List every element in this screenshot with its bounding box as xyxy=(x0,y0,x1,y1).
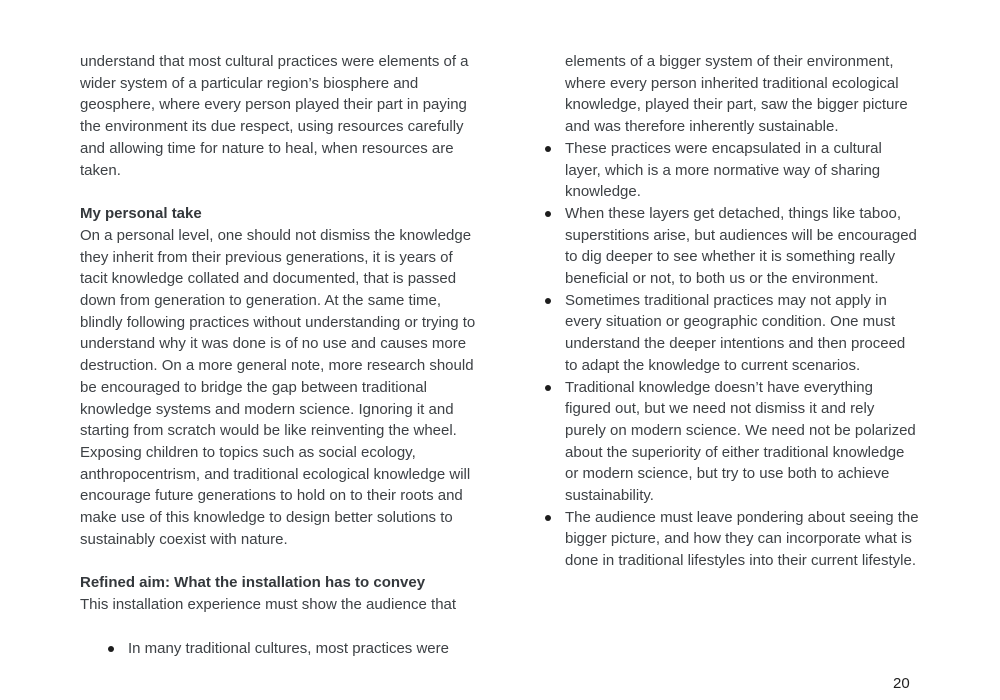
bullet-dot-icon xyxy=(545,515,551,521)
bullet-text: These practices were encapsulated in a cultural layer, which is a more normative way of sharing knowledge. xyxy=(565,139,882,201)
bullet-text: Sometimes traditional practices may not apply in every situation or geographic condition. One must understand the deeper intentions and then proceed to adapt the knowledge to current scenarios. xyxy=(565,291,906,374)
bullet-list xyxy=(545,138,919,572)
left-column xyxy=(80,51,484,660)
bullet-text: In many traditional cultures, most practices were xyxy=(128,639,449,657)
bullet-dot-icon xyxy=(545,385,551,391)
bullet-item xyxy=(108,638,484,660)
right-column xyxy=(545,51,919,572)
paragraph-continued-from-previous-page: understand that most cultural practices were elements of a wider system of a particular region’s biosphere and geosphere, where every person played their part in paying the environment its due respect, using resources carefully and allowing time for nature to heal, when resources are taken. xyxy=(80,53,469,179)
heading-refined-aim: Refined aim: What the installation has to convey xyxy=(80,574,426,592)
heading-my-personal-take: My personal take xyxy=(80,205,202,223)
bullet-text: Traditional knowledge doesn’t have everything figured out, but we need not dismiss it and rely purely on modern science. We need not be polarized about the superiority of either traditional knowledge or modern science, but try to use both to achieve sustainability. xyxy=(565,378,916,505)
bullet-item xyxy=(545,203,919,290)
bullet-dot-icon xyxy=(545,211,551,217)
bullet-dot-icon xyxy=(545,298,551,304)
bullet-text: The audience must leave pondering about seeing the bigger picture, and how they can incorporate what is done in traditional lifestyles into their current lifestyle. xyxy=(565,508,919,570)
paragraph-refined-aim-intro: This installation experience must show the audience that xyxy=(80,596,457,614)
bullet-item xyxy=(545,507,919,572)
bullet-dot-icon xyxy=(545,146,551,152)
bullet-text: When these layers get detached, things like taboo, superstitions arise, but audiences will be encouraged to dig deeper to see whether it is something really beneficial or not, to both us or the environment. xyxy=(565,204,917,288)
bullet-item xyxy=(545,138,919,203)
bullet-item xyxy=(545,290,919,377)
bullet-continuation-text: elements of a bigger system of their environment, where every person inherited traditional ecological knowledge, played their part, saw the bigger picture and was therefore inherently sustainable. xyxy=(565,53,908,136)
bullet-item xyxy=(545,377,919,507)
page-number: 20 xyxy=(893,675,910,692)
paragraph-personal-take: On a personal level, one should not dismiss the knowledge they inherit from their previous generations, it is years of tacit knowledge collated and documented, that is passed down from generation to generation. At the same time, blindly following practices without understanding or trying to understand why it was done is of no use and causes more destruction. On a more general note, more research should be encouraged to bridge the gap between traditional knowledge systems and modern science. Ignoring it and starting from scratch would be like reinventing the wheel. Exposing children to topics such as social ecology, anthropocentrism, and traditional ecological knowledge will encourage future generations to hold on to their roots and make use of this knowledge to design better solutions to sustainably coexist with nature. xyxy=(80,226,476,548)
bullet-dot-icon xyxy=(108,646,114,652)
